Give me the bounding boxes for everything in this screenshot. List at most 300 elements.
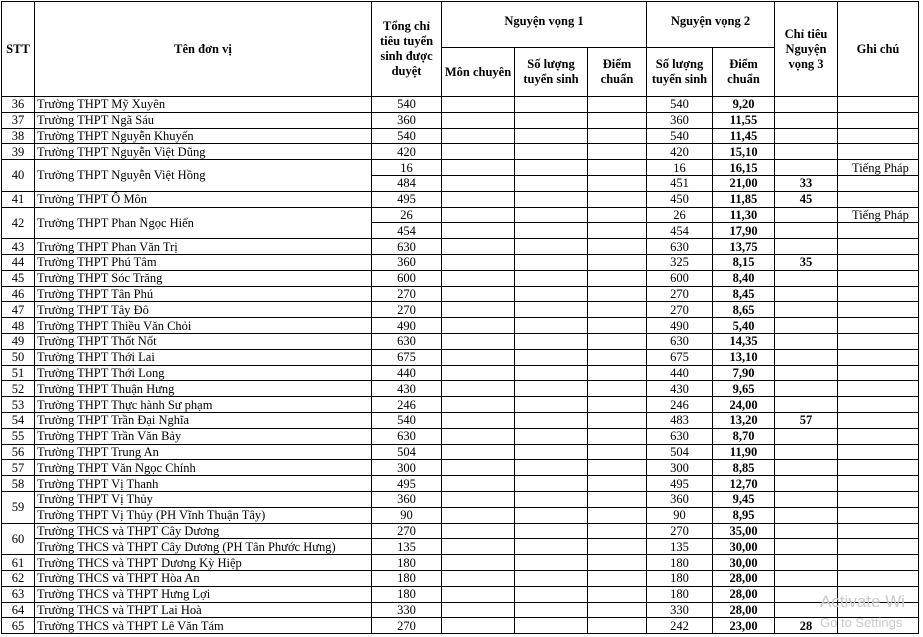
school-name-cell: Trường THPT Thới Long	[35, 365, 372, 381]
nv1-subject-cell	[442, 365, 515, 381]
nv2-quota-cell: 540	[647, 97, 713, 113]
total-quota-cell: 540	[372, 128, 442, 144]
header-nguyen-vong-2: Nguyện vọng 2	[647, 2, 775, 48]
nv2-quota-cell: 16	[647, 160, 713, 176]
nv1-subject-cell	[442, 112, 515, 128]
stt-cell: 62	[2, 570, 35, 586]
school-name-cell: Trường THPT Thốt Nốt	[35, 333, 372, 349]
nv1-score-cell	[588, 144, 647, 160]
nv1-subject-cell	[442, 144, 515, 160]
stt-cell: 43	[2, 239, 35, 255]
nv1-subject-cell	[442, 602, 515, 618]
nv2-score-cell: 28,00	[713, 602, 775, 618]
note-cell	[838, 381, 919, 397]
school-name-cell: Trường THPT Ô Môn	[35, 191, 372, 207]
note-cell	[838, 507, 919, 523]
nv2-quota-cell: 246	[647, 397, 713, 413]
table-row	[2, 239, 919, 255]
nv2-score-cell: 16,15	[713, 160, 775, 176]
nv2-quota-cell: 90	[647, 507, 713, 523]
stt-cell: 49	[2, 333, 35, 349]
school-name-cell: Trường THPT Mỹ Xuyên	[35, 97, 372, 113]
nv1-score-cell	[588, 428, 647, 444]
table-row	[2, 302, 919, 318]
nv3-quota-cell	[775, 302, 838, 318]
nv1-subject-cell	[442, 523, 515, 539]
table-row	[2, 97, 919, 113]
note-cell	[838, 302, 919, 318]
nv2-score-cell: 30,00	[713, 539, 775, 555]
nv3-quota-cell	[775, 318, 838, 334]
nv1-score-cell	[588, 476, 647, 492]
note-cell	[838, 318, 919, 334]
table-row	[2, 144, 919, 160]
total-quota-cell: 90	[372, 507, 442, 523]
nv1-score-cell	[588, 491, 647, 507]
nv1-subject-cell	[442, 128, 515, 144]
nv1-quota-cell	[515, 175, 588, 191]
nv2-quota-cell: 270	[647, 286, 713, 302]
total-quota-cell: 360	[372, 491, 442, 507]
nv1-quota-cell	[515, 444, 588, 460]
total-quota-cell: 630	[372, 333, 442, 349]
table-row	[2, 381, 919, 397]
nv1-subject-cell	[442, 333, 515, 349]
nv1-score-cell	[588, 254, 647, 270]
total-quota-cell: 330	[372, 602, 442, 618]
header-nv1-mon-chuyen: Môn chuyên	[442, 48, 515, 97]
nv1-score-cell	[588, 302, 647, 318]
total-quota-cell: 504	[372, 444, 442, 460]
stt-cell: 56	[2, 444, 35, 460]
nv3-quota-cell	[775, 270, 838, 286]
table-row	[2, 539, 919, 555]
nv3-quota-cell	[775, 570, 838, 586]
nv3-quota-cell	[775, 381, 838, 397]
nv1-quota-cell	[515, 112, 588, 128]
school-name-cell: Trường THCS và THPT Dương Kỳ Hiệp	[35, 555, 372, 571]
stt-cell: 40	[2, 160, 35, 192]
nv2-score-cell: 8,95	[713, 507, 775, 523]
total-quota-cell: 630	[372, 428, 442, 444]
nv3-quota-cell	[775, 523, 838, 539]
table-row	[2, 254, 919, 270]
nv1-quota-cell	[515, 618, 588, 634]
nv2-score-cell: 9,20	[713, 97, 775, 113]
nv2-score-cell: 13,20	[713, 412, 775, 428]
nv1-subject-cell	[442, 412, 515, 428]
note-cell	[838, 112, 919, 128]
stt-cell: 44	[2, 254, 35, 270]
nv1-score-cell	[588, 586, 647, 602]
header-nv1-diem-chuan: Điểm chuẩn	[588, 48, 647, 97]
header-tong-chi-tieu: Tổng chỉ tiêu tuyển sinh được duyệt	[372, 2, 442, 97]
nv2-score-cell: 28,00	[713, 570, 775, 586]
stt-cell: 36	[2, 97, 35, 113]
note-cell	[838, 286, 919, 302]
table-row	[2, 365, 919, 381]
note-cell	[838, 97, 919, 113]
note-cell	[838, 412, 919, 428]
nv3-quota-cell	[775, 365, 838, 381]
nv3-quota-cell	[775, 555, 838, 571]
note-cell: Tiếng Pháp	[838, 207, 919, 223]
nv2-quota-cell: 325	[647, 254, 713, 270]
nv1-subject-cell	[442, 160, 515, 176]
nv3-quota-cell	[775, 397, 838, 413]
table-row	[2, 286, 919, 302]
nv2-score-cell: 9,65	[713, 381, 775, 397]
total-quota-cell: 16	[372, 160, 442, 176]
nv2-quota-cell: 454	[647, 223, 713, 239]
total-quota-cell: 270	[372, 286, 442, 302]
stt-cell: 46	[2, 286, 35, 302]
nv2-score-cell: 8,45	[713, 286, 775, 302]
school-name-cell: Trường THCS và THPT Hưng Lợi	[35, 586, 372, 602]
header-nguyen-vong-1: Nguyện vọng 1	[442, 2, 647, 48]
table-body	[2, 97, 919, 634]
table-row	[2, 428, 919, 444]
school-name-cell: Trường THPT Vị Thanh	[35, 476, 372, 492]
note-cell	[838, 128, 919, 144]
nv3-quota-cell	[775, 460, 838, 476]
nv1-score-cell	[588, 412, 647, 428]
nv1-quota-cell	[515, 381, 588, 397]
school-name-cell: Trường THPT Tân Phú	[35, 286, 372, 302]
nv1-subject-cell	[442, 239, 515, 255]
nv1-score-cell	[588, 523, 647, 539]
nv3-quota-cell: 33	[775, 175, 838, 191]
nv3-quota-cell: 45	[775, 191, 838, 207]
nv2-score-cell: 8,40	[713, 270, 775, 286]
nv2-score-cell: 21,00	[713, 175, 775, 191]
nv1-score-cell	[588, 112, 647, 128]
nv1-quota-cell	[515, 349, 588, 365]
total-quota-cell: 540	[372, 412, 442, 428]
total-quota-cell: 630	[372, 239, 442, 255]
nv1-subject-cell	[442, 444, 515, 460]
table-row	[2, 318, 919, 334]
activate-watermark-sub: Go to Settings	[820, 615, 903, 630]
nv1-subject-cell	[442, 586, 515, 602]
nv1-quota-cell	[515, 144, 588, 160]
note-cell	[838, 223, 919, 239]
note-cell	[838, 539, 919, 555]
total-quota-cell: 180	[372, 555, 442, 571]
nv3-quota-cell	[775, 539, 838, 555]
note-cell	[838, 476, 919, 492]
total-quota-cell: 484	[372, 175, 442, 191]
total-quota-cell: 495	[372, 476, 442, 492]
nv3-quota-cell: 57	[775, 412, 838, 428]
nv1-score-cell	[588, 286, 647, 302]
school-name-cell: Trường THCS và THPT Cây Dương	[35, 523, 372, 539]
school-name-cell: Trường THPT Nguyễn Việt Hồng	[35, 160, 372, 192]
nv3-quota-cell	[775, 112, 838, 128]
table-row	[2, 586, 919, 602]
stt-cell: 50	[2, 349, 35, 365]
total-quota-cell: 495	[372, 191, 442, 207]
stt-cell: 42	[2, 207, 35, 239]
table-row	[2, 128, 919, 144]
note-cell	[838, 460, 919, 476]
header-ten-don-vi: Tên đơn vị	[35, 2, 372, 97]
nv1-score-cell	[588, 175, 647, 191]
school-name-cell: Trường THPT Nguyễn Khuyến	[35, 128, 372, 144]
stt-cell: 64	[2, 602, 35, 618]
nv1-quota-cell	[515, 97, 588, 113]
stt-cell: 51	[2, 365, 35, 381]
school-name-cell: Trường THPT Văn Ngọc Chính	[35, 460, 372, 476]
nv1-score-cell	[588, 507, 647, 523]
nv1-score-cell	[588, 223, 647, 239]
nv3-quota-cell	[775, 349, 838, 365]
school-name-cell: Trường THPT Trần Đại Nghĩa	[35, 412, 372, 428]
school-name-cell: Trường THPT Thực hành Sư phạm	[35, 397, 372, 413]
nv2-score-cell: 35,00	[713, 523, 775, 539]
school-name-cell: Trường THCS và THPT Lê Văn Tám	[35, 618, 372, 634]
total-quota-cell: 270	[372, 302, 442, 318]
nv1-score-cell	[588, 397, 647, 413]
table-row	[2, 460, 919, 476]
note-cell	[838, 254, 919, 270]
school-name-cell: Trường THPT Thới Lai	[35, 349, 372, 365]
stt-cell: 65	[2, 618, 35, 634]
nv2-score-cell: 23,00	[713, 618, 775, 634]
nv3-quota-cell	[775, 239, 838, 255]
total-quota-cell: 180	[372, 570, 442, 586]
stt-cell: 59	[2, 491, 35, 523]
nv3-quota-cell	[775, 428, 838, 444]
nv1-subject-cell	[442, 555, 515, 571]
nv1-quota-cell	[515, 397, 588, 413]
header-nv2-diem-chuan: Điểm chuẩn	[713, 48, 775, 97]
total-quota-cell: 454	[372, 223, 442, 239]
nv1-subject-cell	[442, 318, 515, 334]
table-row	[2, 602, 919, 618]
table-row	[2, 160, 919, 176]
total-quota-cell: 675	[372, 349, 442, 365]
nv1-score-cell	[588, 239, 647, 255]
nv1-subject-cell	[442, 254, 515, 270]
school-name-cell: Trường THCS và THPT Hòa An	[35, 570, 372, 586]
total-quota-cell: 490	[372, 318, 442, 334]
total-quota-cell: 246	[372, 397, 442, 413]
nv1-score-cell	[588, 160, 647, 176]
total-quota-cell: 540	[372, 97, 442, 113]
header-nv1-so-luong: Số lượng tuyển sinh	[515, 48, 588, 97]
total-quota-cell: 430	[372, 381, 442, 397]
total-quota-cell: 420	[372, 144, 442, 160]
stt-cell: 37	[2, 112, 35, 128]
stt-cell: 63	[2, 586, 35, 602]
nv2-score-cell: 12,70	[713, 476, 775, 492]
nv2-quota-cell: 451	[647, 175, 713, 191]
nv1-quota-cell	[515, 460, 588, 476]
school-name-cell: Trường THPT Thiều Văn Chỏi	[35, 318, 372, 334]
school-name-cell: Trường THPT Phú Tâm	[35, 254, 372, 270]
stt-cell: 61	[2, 555, 35, 571]
table-row	[2, 491, 919, 507]
nv1-score-cell	[588, 333, 647, 349]
nv1-score-cell	[588, 207, 647, 223]
table-row	[2, 444, 919, 460]
nv1-subject-cell	[442, 191, 515, 207]
nv2-score-cell: 17,90	[713, 223, 775, 239]
nv1-score-cell	[588, 444, 647, 460]
nv1-score-cell	[588, 555, 647, 571]
nv2-quota-cell: 495	[647, 476, 713, 492]
nv2-quota-cell: 630	[647, 428, 713, 444]
nv1-quota-cell	[515, 223, 588, 239]
nv1-quota-cell	[515, 507, 588, 523]
total-quota-cell: 360	[372, 254, 442, 270]
nv2-score-cell: 5,40	[713, 318, 775, 334]
nv1-subject-cell	[442, 397, 515, 413]
nv2-quota-cell: 242	[647, 618, 713, 634]
nv1-quota-cell	[515, 476, 588, 492]
nv2-score-cell: 14,35	[713, 333, 775, 349]
nv2-quota-cell: 300	[647, 460, 713, 476]
nv3-quota-cell: 28	[775, 618, 838, 634]
nv3-quota-cell	[775, 333, 838, 349]
nv2-score-cell: 30,00	[713, 555, 775, 571]
nv2-quota-cell: 26	[647, 207, 713, 223]
note-cell	[838, 191, 919, 207]
total-quota-cell: 270	[372, 618, 442, 634]
nv2-quota-cell: 630	[647, 333, 713, 349]
table-row	[2, 476, 919, 492]
nv3-quota-cell	[775, 160, 838, 176]
note-cell	[838, 444, 919, 460]
nv1-quota-cell	[515, 318, 588, 334]
nv2-score-cell: 13,10	[713, 349, 775, 365]
stt-cell: 39	[2, 144, 35, 160]
nv3-quota-cell	[775, 144, 838, 160]
nv2-quota-cell: 270	[647, 523, 713, 539]
nv2-quota-cell: 180	[647, 555, 713, 571]
nv3-quota-cell: 35	[775, 254, 838, 270]
school-name-cell: Trường THPT Phan Ngọc Hiển	[35, 207, 372, 239]
note-cell: Tiếng Pháp	[838, 160, 919, 176]
nv2-quota-cell: 180	[647, 570, 713, 586]
nv1-score-cell	[588, 618, 647, 634]
nv2-score-cell: 24,00	[713, 397, 775, 413]
nv1-subject-cell	[442, 302, 515, 318]
nv3-quota-cell	[775, 207, 838, 223]
table-row	[2, 570, 919, 586]
nv1-subject-cell	[442, 507, 515, 523]
table-row	[2, 191, 919, 207]
table-row	[2, 555, 919, 571]
nv1-quota-cell	[515, 333, 588, 349]
nv2-quota-cell: 430	[647, 381, 713, 397]
nv1-quota-cell	[515, 602, 588, 618]
stt-cell: 47	[2, 302, 35, 318]
note-cell	[838, 333, 919, 349]
school-name-cell: Trường THPT Trần Văn Bảy	[35, 428, 372, 444]
nv1-quota-cell	[515, 412, 588, 428]
nv1-quota-cell	[515, 191, 588, 207]
nv2-score-cell: 9,45	[713, 491, 775, 507]
stt-cell: 52	[2, 381, 35, 397]
nv2-quota-cell: 504	[647, 444, 713, 460]
school-name-cell: Trường THPT Nguyễn Việt Dũng	[35, 144, 372, 160]
nv1-subject-cell	[442, 539, 515, 555]
nv2-quota-cell: 440	[647, 365, 713, 381]
nv2-quota-cell: 630	[647, 239, 713, 255]
stt-cell: 60	[2, 523, 35, 555]
table-row	[2, 112, 919, 128]
nv2-quota-cell: 360	[647, 112, 713, 128]
nv1-subject-cell	[442, 207, 515, 223]
nv1-quota-cell	[515, 254, 588, 270]
school-name-cell: Trường THPT Vị Thủy	[35, 491, 372, 507]
table-row	[2, 333, 919, 349]
nv1-score-cell	[588, 128, 647, 144]
stt-cell: 41	[2, 191, 35, 207]
admission-table	[1, 1, 919, 634]
note-cell	[838, 270, 919, 286]
nv2-quota-cell: 450	[647, 191, 713, 207]
nv1-quota-cell	[515, 286, 588, 302]
nv1-subject-cell	[442, 97, 515, 113]
note-cell	[838, 570, 919, 586]
header-stt: STT	[2, 2, 35, 97]
nv2-score-cell: 11,85	[713, 191, 775, 207]
table-row	[2, 207, 919, 223]
nv2-score-cell: 11,90	[713, 444, 775, 460]
nv1-quota-cell	[515, 491, 588, 507]
school-name-cell: Trường THPT Ngã Sáu	[35, 112, 372, 128]
nv1-quota-cell	[515, 523, 588, 539]
nv1-quota-cell	[515, 207, 588, 223]
stt-cell: 45	[2, 270, 35, 286]
school-name-cell: Trường THPT Trung An	[35, 444, 372, 460]
nv2-quota-cell: 135	[647, 539, 713, 555]
nv2-score-cell: 13,75	[713, 239, 775, 255]
nv2-quota-cell: 490	[647, 318, 713, 334]
nv1-quota-cell	[515, 160, 588, 176]
nv2-score-cell: 8,70	[713, 428, 775, 444]
nv3-quota-cell	[775, 286, 838, 302]
nv2-quota-cell: 270	[647, 302, 713, 318]
note-cell	[838, 175, 919, 191]
nv2-quota-cell: 360	[647, 491, 713, 507]
total-quota-cell: 600	[372, 270, 442, 286]
nv1-score-cell	[588, 191, 647, 207]
nv2-quota-cell: 675	[647, 349, 713, 365]
nv1-quota-cell	[515, 539, 588, 555]
nv1-subject-cell	[442, 223, 515, 239]
note-cell	[838, 365, 919, 381]
nv2-score-cell: 8,65	[713, 302, 775, 318]
school-name-cell: Trường THCS và THPT Lai Hoà	[35, 602, 372, 618]
nv1-quota-cell	[515, 365, 588, 381]
nv2-score-cell: 28,00	[713, 586, 775, 602]
nv2-score-cell: 8,15	[713, 254, 775, 270]
nv1-quota-cell	[515, 428, 588, 444]
total-quota-cell: 270	[372, 523, 442, 539]
school-name-cell: Trường THCS và THPT Cây Dương (PH Tân Phước Hưng)	[35, 539, 372, 555]
total-quota-cell: 180	[372, 586, 442, 602]
nv2-score-cell: 11,30	[713, 207, 775, 223]
school-name-cell: Trường THPT Phan Văn Trị	[35, 239, 372, 255]
nv1-quota-cell	[515, 570, 588, 586]
nv2-score-cell: 15,10	[713, 144, 775, 160]
header-nv2-so-luong: Số lượng tuyển sinh	[647, 48, 713, 97]
nv2-quota-cell: 420	[647, 144, 713, 160]
